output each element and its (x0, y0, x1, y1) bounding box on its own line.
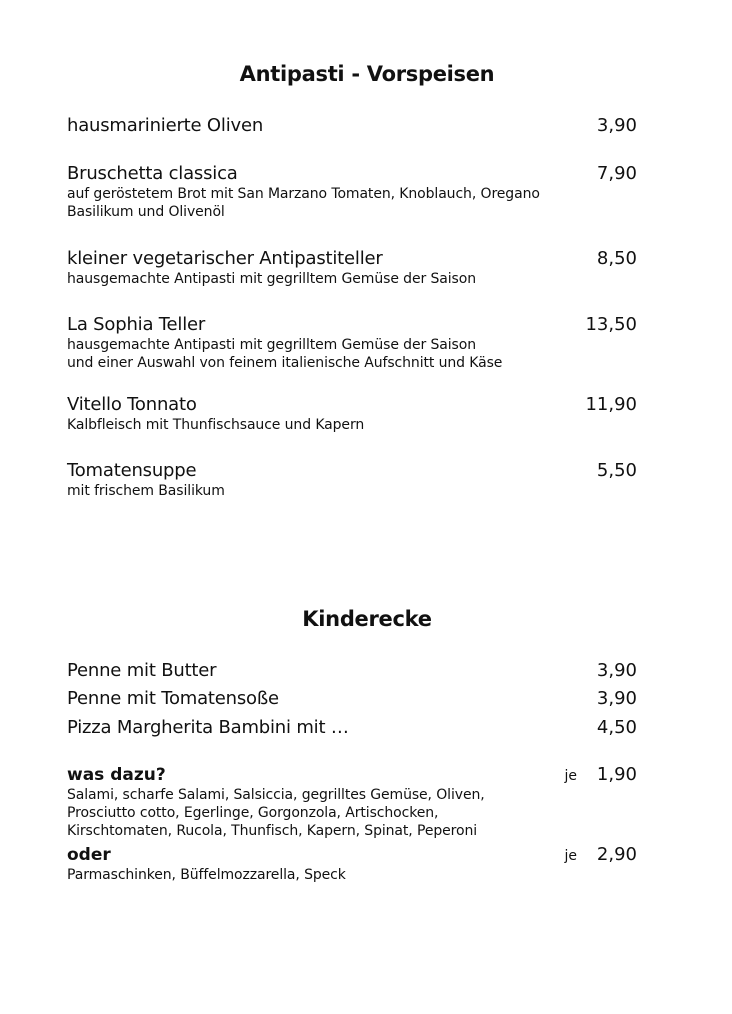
item-description: Basilikum und Olivenöl (67, 204, 225, 220)
extras-heading: oder (67, 845, 111, 865)
item-price: 4,50 (596, 717, 637, 738)
per-unit-label: je (564, 848, 577, 864)
menu-item (67, 688, 637, 710)
item-description: hausgemachte Antipasti mit gegrilltem Gemüse der Saison (67, 337, 476, 353)
item-description: Salami, scharfe Salami, Salsiccia, gegrilltes Gemüse, Oliven, (67, 787, 485, 803)
item-description: auf geröstetem Brot mit San Marzano Tomaten, Knoblauch, Oregano (67, 186, 540, 202)
item-price: 7,90 (596, 163, 637, 184)
section-title-kinderecke: Kinderecke (302, 607, 432, 631)
menu-item (67, 394, 637, 434)
item-price: 3,90 (596, 115, 637, 136)
item-name: Penne mit Butter (67, 660, 217, 681)
section-title-antipasti: Antipasti - Vorspeisen (239, 62, 495, 86)
item-name: Penne mit Tomatensoße (67, 688, 279, 709)
menu-item (67, 717, 637, 739)
item-name: Tomatensuppe (67, 460, 197, 481)
extras-heading: was dazu? (67, 765, 166, 785)
item-price: 13,50 (585, 314, 637, 335)
menu-item (67, 163, 637, 221)
item-price: 3,90 (596, 688, 637, 709)
item-name: Vitello Tonnato (67, 394, 197, 415)
menu-item (67, 115, 637, 137)
item-price: 8,50 (596, 248, 637, 269)
item-description: Kalbfleisch mit Thunfischsauce und Kapern (67, 417, 365, 433)
menu-item (67, 314, 637, 372)
menu-item (67, 248, 637, 288)
item-price: 2,90 (596, 844, 637, 865)
extras-item (67, 844, 637, 884)
item-price: 5,50 (596, 460, 637, 481)
item-description: Parmaschinken, Büffelmozzarella, Speck (67, 867, 346, 883)
item-name: kleiner vegetarischer Antipastiteller (67, 248, 383, 269)
item-price: 3,90 (596, 660, 637, 681)
per-unit-label: je (564, 768, 577, 784)
menu-item (67, 460, 637, 500)
item-price: 1,90 (596, 764, 637, 785)
item-name: Bruschetta classica (67, 163, 238, 184)
item-name: hausmarinierte Oliven (67, 115, 264, 136)
item-name: La Sophia Teller (67, 314, 206, 335)
extras-item (67, 764, 637, 840)
menu-item (67, 660, 637, 682)
item-description: mit frischem Basilikum (67, 483, 225, 499)
item-description: und einer Auswahl von feinem italienische Aufschnitt und Käse (67, 355, 503, 371)
item-price: 11,90 (585, 394, 637, 415)
item-description: Kirschtomaten, Rucola, Thunfisch, Kapern, Spinat, Peperoni (67, 823, 478, 839)
item-description: hausgemachte Antipasti mit gegrilltem Gemüse der Saison (67, 271, 476, 287)
item-name: Pizza Margherita Bambini mit … (67, 717, 349, 738)
item-description: Prosciutto cotto, Egerlinge, Gorgonzola, Artischocken, (67, 805, 439, 821)
